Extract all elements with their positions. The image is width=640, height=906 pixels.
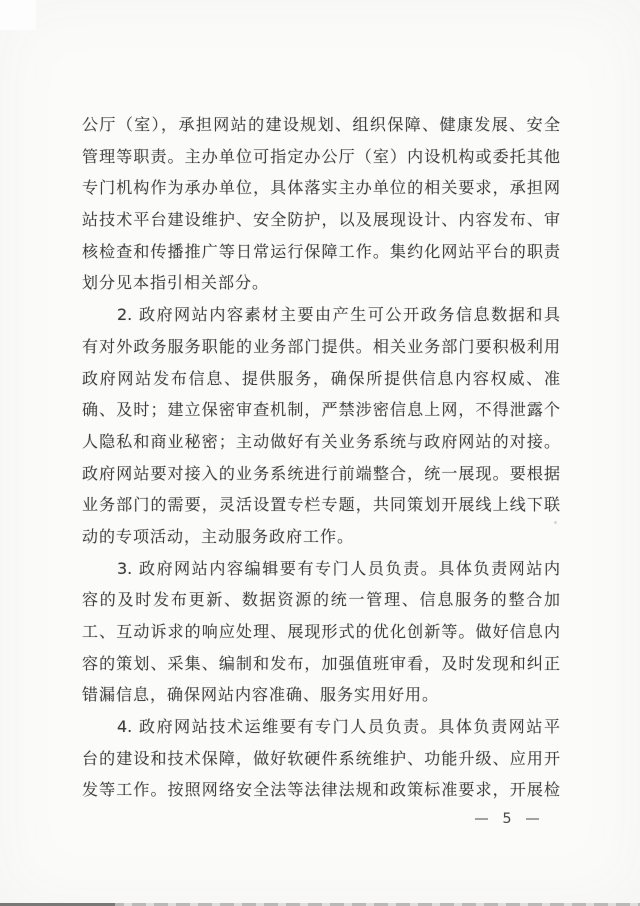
paragraph [82,299,560,553]
text-line: 专门机构作为承办单位，具体落实主办单位的相关要求，承担网 [82,178,560,198]
text-line: 核检查和传播推广等日常运行保障工作。集约化网站平台的职责 [82,241,560,261]
text-line: 发等工作。按照网络安全法等法律法规和政策标准要求，开展检 [82,780,560,800]
text-line: 业务部门的需要，灵活设置专栏专题，共同策划开展线上线下联 [82,495,560,515]
text-line: 确、及时；建立保密审查机制，严禁涉密信息上网，不得泄露个 [82,400,560,420]
text-line: 站技术平台建设维护、安全防护，以及展现设计、内容发布、审 [82,210,560,230]
page-number: — 5 — [474,811,540,827]
text-line: 3. 政府网站内容编辑要有专门人员负责。具体负责网站内 [117,558,560,578]
paragraph [82,109,560,299]
text-line: 政府网站发布信息、提供服务，确保所提供信息内容权威、准 [82,368,560,388]
text-line: 2. 政府网站内容素材主要由产生可公开政务信息数据和具 [117,305,560,325]
text-line: 工、互动诉求的响应处理、展现形式的优化创新等。做好信息内 [82,622,560,641]
text-line: 错漏信息，确保网站内容准确、服务实用好用。 [82,685,440,705]
text-line: 管理等职责。主办单位可指定办公厅（室）内设机构或委托其他 [82,146,560,166]
scan-speck [554,521,557,524]
paragraph [82,711,560,806]
text-line: 有对外政务服务职能的业务部门提供。相关业务部门要积极利用 [82,336,560,356]
text-line: 公厅（室），承担网站的建设规划、组织保障、健康发展、安全 [82,115,560,134]
text-line: 人隐私和商业秘密；主动做好有关业务系统与政府网站的对接。 [82,431,560,451]
document-body [82,109,560,806]
text-line: 容的及时发布更新、数据资源的统一管理、信息服务的整合加 [82,590,560,610]
text-line: 动的专项活动，主动服务政府工作。 [82,526,355,546]
text-line: 政府网站要对接入的业务系统进行前端整合，统一展现。要根据 [82,463,560,483]
paragraph [82,553,560,711]
scan-corner-artifact [0,0,36,30]
text-line: 容的策划、采集、编制和发布，加强值班审看，及时发现和纠正 [82,653,560,673]
text-line: 划分见本指引相关部分。 [82,273,270,293]
text-line: 4. 政府网站技术运维要有专门人员负责。具体负责网站平 [117,717,560,737]
text-line: 台的建设和技术保障，做好软硬件系统维护、功能升级、应用开 [82,748,560,768]
